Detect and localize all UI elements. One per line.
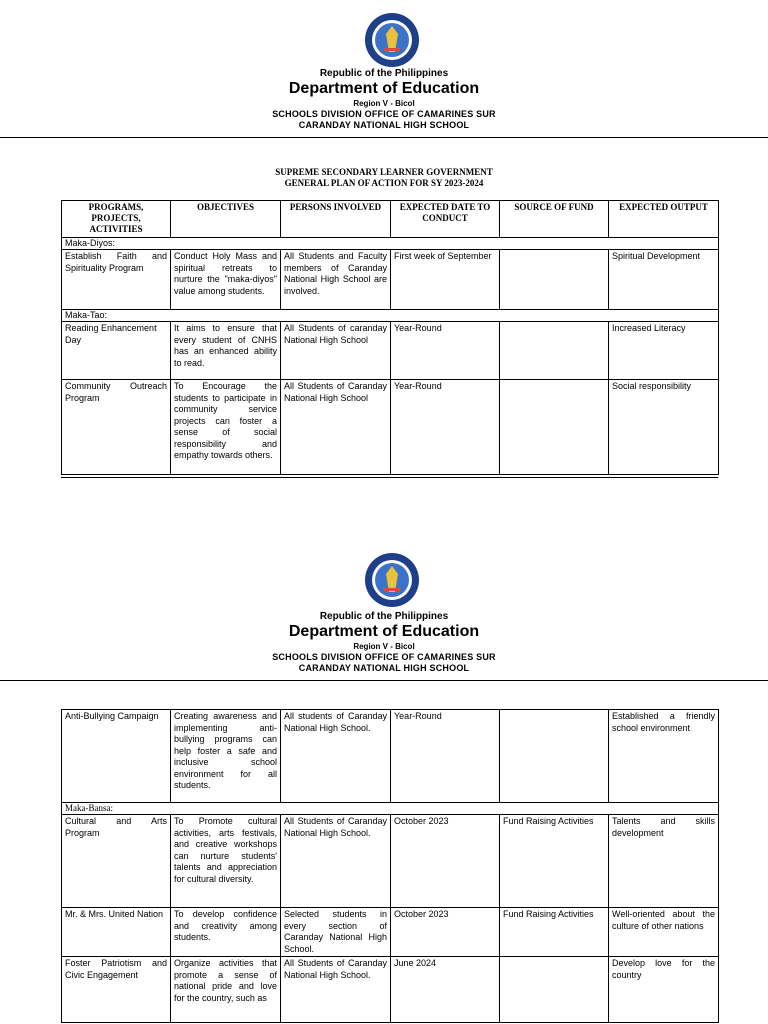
table-row — [62, 322, 719, 380]
department-title: Department of Education — [288, 623, 480, 640]
col-header-objectives: OBJECTIVES — [171, 201, 281, 238]
table-row — [62, 908, 719, 957]
section-row — [62, 803, 719, 815]
cell-fund — [500, 710, 609, 803]
cell-date: Year-Round — [391, 322, 500, 380]
division-line: SCHOOLS DIVISION OFFICE OF CAMARINES SUR — [272, 109, 496, 119]
republic-line: Republic of the Philippines — [319, 68, 449, 79]
deped-seal-icon — [364, 552, 420, 608]
region-line: Region V - Bicol — [353, 99, 415, 108]
division-line: SCHOOLS DIVISION OFFICE OF CAMARINES SUR — [272, 652, 496, 662]
cell-program: Reading Enhancement Day — [62, 322, 171, 380]
cell-fund: Fund Raising Activities — [500, 815, 609, 908]
section-label: Maka-Bansa: — [62, 803, 719, 815]
section-label: Maka-Diyos: — [62, 238, 719, 250]
table-row — [62, 957, 719, 1023]
region-line: Region V - Bicol — [353, 642, 415, 651]
republic-line: Republic of the Philippines — [319, 611, 449, 622]
cell-date: October 2023 — [391, 815, 500, 908]
header-divider — [0, 680, 768, 681]
plan-subtitle: GENERAL PLAN OF ACTION FOR SY 2023-2024 — [284, 178, 484, 188]
cell-fund — [500, 322, 609, 380]
cell-output: Established a friendly school environment — [609, 710, 719, 803]
col-header-output: EXPECTED OUTPUT — [609, 201, 719, 238]
table-bottom-line — [61, 477, 718, 478]
section-label: Maka-Tao: — [62, 310, 719, 322]
cell-fund — [500, 957, 609, 1023]
cell-fund — [500, 250, 609, 310]
cell-output: Social responsibility — [609, 380, 719, 475]
cell-output: Well-oriented about the culture of other nations — [609, 908, 719, 957]
cell-output: Develop love for the country — [609, 957, 719, 1023]
cell-output: Increased Literacy — [609, 322, 719, 380]
cell-objective: Conduct Holy Mass and spiritual retreats to nurture the "maka-diyos" value among students. — [171, 250, 281, 310]
cell-persons: All Students of Caranday National High School. — [281, 957, 391, 1023]
section-row — [62, 238, 719, 250]
col-header-programs: PROGRAMS, PROJECTS, ACTIVITIES — [62, 201, 171, 238]
department-title: Department of Education — [288, 80, 480, 97]
plan-table-page1 — [61, 200, 719, 475]
school-line: CARANDAY NATIONAL HIGH SCHOOL — [298, 120, 470, 130]
table-row — [62, 380, 719, 475]
cell-fund — [500, 380, 609, 475]
cell-date: First week of September — [391, 250, 500, 310]
cell-persons: All Students of Caranday National High School — [281, 380, 391, 475]
plan-title: SUPREME SECONDARY LEARNER GOVERNMENT — [275, 167, 493, 177]
cell-persons: All Students of caranday National High School — [281, 322, 391, 380]
cell-objective: To develop confidence and creativity among students. — [171, 908, 281, 957]
cell-program: Cultural and Arts Program — [62, 815, 171, 908]
cell-persons: All Students and Faculty members of Caranday National High School are involved. — [281, 250, 391, 310]
cell-objective: To Encourage the students to participate in community service projects can foster a sense of social responsibility and empathy towards others. — [171, 380, 281, 475]
cell-program: Foster Patriotism and Civic Engagement — [62, 957, 171, 1023]
section-row — [62, 310, 719, 322]
cell-objective: To Promote cultural activities, arts festivals, and creative workshops can nurture students' talents and appreciation for cultural diversity. — [171, 815, 281, 908]
cell-output: Talents and skills development — [609, 815, 719, 908]
col-header-date: EXPECTED DATE TO CONDUCT — [391, 201, 500, 238]
table-header-row — [62, 201, 719, 238]
table-row — [62, 250, 719, 310]
header-divider — [0, 137, 768, 138]
cell-objective: Creating awareness and implementing anti-bullying programs can help foster a safe and inclusive school environment for all students. — [171, 710, 281, 803]
table-row — [62, 710, 719, 803]
cell-program: Establish Faith and Spirituality Program — [62, 250, 171, 310]
cell-date: Year-Round — [391, 380, 500, 475]
cell-date: Year-Round — [391, 710, 500, 803]
cell-program: Mr. & Mrs. United Nation — [62, 908, 171, 957]
cell-date: June 2024 — [391, 957, 500, 1023]
cell-program: Community Outreach Program — [62, 380, 171, 475]
plan-table-page2 — [61, 709, 719, 1023]
col-header-persons: PERSONS INVOLVED — [281, 201, 391, 238]
table-row — [62, 815, 719, 908]
col-header-fund: SOURCE OF FUND — [500, 201, 609, 238]
deped-seal-icon — [364, 12, 420, 68]
cell-persons: All Students of Caranday National High School. — [281, 815, 391, 908]
cell-persons: Selected students in every section of Caranday National High School. — [281, 908, 391, 957]
cell-objective: It aims to ensure that every student of CNHS has an enhanced ability to read. — [171, 322, 281, 380]
cell-persons: All students of Caranday National High School. — [281, 710, 391, 803]
cell-date: October 2023 — [391, 908, 500, 957]
cell-fund: Fund Raising Activities — [500, 908, 609, 957]
school-line: CARANDAY NATIONAL HIGH SCHOOL — [298, 663, 470, 673]
cell-program: Anti-Bullying Campaign — [62, 710, 171, 803]
cell-output: Spiritual Development — [609, 250, 719, 310]
cell-objective: Organize activities that promote a sense of national pride and love for the country, such as — [171, 957, 281, 1023]
